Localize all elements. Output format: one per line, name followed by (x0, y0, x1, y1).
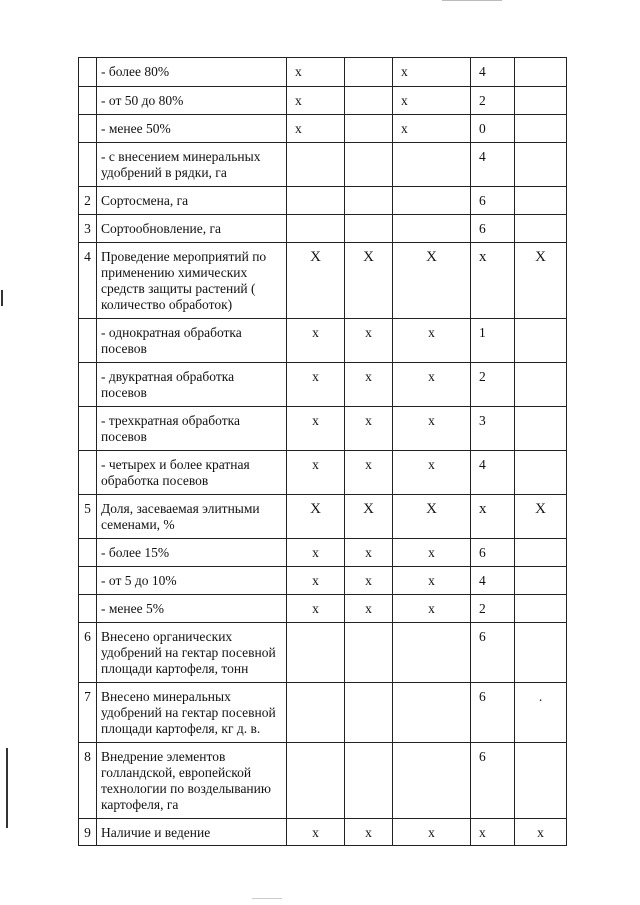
score-cell-4: 1 (471, 319, 515, 363)
row-number (79, 539, 97, 567)
score-cell-1: х (287, 567, 345, 595)
score-cell-2 (345, 115, 393, 143)
score-cell-2: х (345, 819, 393, 846)
score-cell-2 (345, 87, 393, 115)
score-cell-5 (515, 539, 567, 567)
score-cell-5 (515, 567, 567, 595)
score-cell-1: х (287, 87, 345, 115)
score-cell-3: х (393, 115, 471, 143)
score-cell-5: Х (515, 243, 567, 319)
row-number: 2 (79, 187, 97, 215)
table-row (79, 243, 567, 319)
score-cell-2: х (345, 363, 393, 407)
top-scan-mark (442, 0, 502, 4)
score-cell-3: х (393, 567, 471, 595)
score-cell-1: х (287, 451, 345, 495)
left-scan-line (6, 748, 8, 828)
score-cell-3: х (393, 319, 471, 363)
row-number: 9 (79, 819, 97, 846)
score-cell-5 (515, 215, 567, 243)
score-cell-3: х (393, 819, 471, 846)
row-label: - четырех и более кратная обработка посевов (97, 451, 287, 495)
table-row (79, 87, 567, 115)
row-label: - с внесением минеральных удобрений в рядки, га (97, 143, 287, 187)
score-cell-1: х (287, 115, 345, 143)
score-cell-4: 6 (471, 623, 515, 683)
score-cell-5 (515, 743, 567, 819)
score-cell-3: х (393, 539, 471, 567)
score-cell-1 (287, 143, 345, 187)
score-cell-3 (393, 187, 471, 215)
score-cell-3 (393, 623, 471, 683)
score-cell-2: х (345, 539, 393, 567)
row-label: Проведение мероприятий по применению химических средств защиты растений ( количество обработок) (97, 243, 287, 319)
row-number (79, 87, 97, 115)
row-label: - трехкратная обработка посевов (97, 407, 287, 451)
row-number: 8 (79, 743, 97, 819)
score-cell-5 (515, 363, 567, 407)
score-cell-3: х (393, 407, 471, 451)
score-cell-1 (287, 683, 345, 743)
row-label: - менее 5% (97, 595, 287, 623)
row-label: Внесено минеральных удобрений на гектар посевной площади картофеля, кг д. в. (97, 683, 287, 743)
row-number: 6 (79, 623, 97, 683)
score-cell-4: 4 (471, 143, 515, 187)
table-row (79, 215, 567, 243)
table-row (79, 187, 567, 215)
score-cell-2 (345, 215, 393, 243)
score-cell-2: х (345, 319, 393, 363)
table-row (79, 819, 567, 846)
score-cell-3: х (393, 58, 471, 87)
score-cell-5 (515, 407, 567, 451)
score-cell-1: х (287, 539, 345, 567)
row-label: Доля, засеваемая элитными семенами, % (97, 495, 287, 539)
score-cell-3: х (393, 87, 471, 115)
table-row (79, 595, 567, 623)
score-cell-5: . (515, 683, 567, 743)
score-cell-5: Х (515, 495, 567, 539)
score-cell-5 (515, 187, 567, 215)
row-label: - более 15% (97, 539, 287, 567)
table-row (79, 363, 567, 407)
score-cell-4: х (471, 243, 515, 319)
score-cell-5 (515, 451, 567, 495)
score-cell-5: х (515, 819, 567, 846)
score-cell-2 (345, 743, 393, 819)
table-row (79, 743, 567, 819)
score-cell-5 (515, 319, 567, 363)
score-cell-4: 6 (471, 743, 515, 819)
score-cell-1 (287, 187, 345, 215)
row-label: - менее 50% (97, 115, 287, 143)
score-cell-3: х (393, 451, 471, 495)
row-number (79, 363, 97, 407)
row-number (79, 407, 97, 451)
table-row (79, 623, 567, 683)
score-cell-1: х (287, 595, 345, 623)
score-cell-3 (393, 743, 471, 819)
score-cell-1 (287, 623, 345, 683)
row-number: 7 (79, 683, 97, 743)
row-label: - однократная обработка посевов (97, 319, 287, 363)
table-row (79, 683, 567, 743)
row-number (79, 567, 97, 595)
score-cell-2 (345, 187, 393, 215)
score-cell-4: 2 (471, 363, 515, 407)
row-number (79, 143, 97, 187)
score-cell-4: 4 (471, 567, 515, 595)
row-number (79, 58, 97, 87)
score-cell-5 (515, 623, 567, 683)
score-cell-3 (393, 683, 471, 743)
score-cell-1: х (287, 319, 345, 363)
score-cell-4: 6 (471, 187, 515, 215)
score-cell-5 (515, 595, 567, 623)
row-label: - от 50 до 80% (97, 87, 287, 115)
score-cell-2: х (345, 595, 393, 623)
score-cell-4: 0 (471, 115, 515, 143)
score-cell-2: х (345, 451, 393, 495)
score-cell-3: Х (393, 243, 471, 319)
row-number (79, 115, 97, 143)
score-cell-3 (393, 215, 471, 243)
score-cell-2 (345, 683, 393, 743)
score-cell-1 (287, 215, 345, 243)
table-row (79, 495, 567, 539)
row-label: - от 5 до 10% (97, 567, 287, 595)
score-cell-4: 6 (471, 539, 515, 567)
score-cell-1 (287, 743, 345, 819)
score-cell-5 (515, 58, 567, 87)
table-row (79, 539, 567, 567)
table-row (79, 407, 567, 451)
table-row (79, 319, 567, 363)
score-cell-2: Х (345, 495, 393, 539)
table-row (79, 115, 567, 143)
score-cell-1: х (287, 363, 345, 407)
score-cell-2: х (345, 567, 393, 595)
score-cell-4: 4 (471, 58, 515, 87)
score-cell-3: х (393, 595, 471, 623)
row-number: 4 (79, 243, 97, 319)
left-scan-mark (1, 290, 3, 306)
row-number (79, 595, 97, 623)
score-cell-2 (345, 623, 393, 683)
row-label: Внесено органических удобрений на гектар посевной площади картофеля, тонн (97, 623, 287, 683)
table-row (79, 143, 567, 187)
table-row (79, 451, 567, 495)
score-cell-4: х (471, 495, 515, 539)
row-label: - двукратная обработка посевов (97, 363, 287, 407)
row-label: Внедрение элементов голландской, европейской технологии по возделыванию картофеля, га (97, 743, 287, 819)
score-cell-1: Х (287, 243, 345, 319)
row-number: 5 (79, 495, 97, 539)
score-cell-4: 4 (471, 451, 515, 495)
row-label: Сортообновление, га (97, 215, 287, 243)
score-cell-2 (345, 58, 393, 87)
score-cell-5 (515, 87, 567, 115)
criteria-table (78, 57, 567, 846)
score-cell-1: х (287, 407, 345, 451)
row-number (79, 319, 97, 363)
score-cell-3 (393, 143, 471, 187)
score-cell-4: 2 (471, 595, 515, 623)
row-label: Сортосмена, га (97, 187, 287, 215)
score-cell-2: Х (345, 243, 393, 319)
score-cell-3: Х (393, 495, 471, 539)
score-cell-1: Х (287, 495, 345, 539)
score-cell-1: х (287, 819, 345, 846)
score-cell-4: х (471, 819, 515, 846)
score-cell-2: х (345, 407, 393, 451)
score-cell-4: 6 (471, 215, 515, 243)
score-cell-4: 2 (471, 87, 515, 115)
score-cell-5 (515, 143, 567, 187)
score-cell-4: 3 (471, 407, 515, 451)
score-cell-3: х (393, 363, 471, 407)
score-cell-4: 6 (471, 683, 515, 743)
score-cell-5 (515, 115, 567, 143)
score-cell-1: х (287, 58, 345, 87)
table-row (79, 567, 567, 595)
row-label: - более 80% (97, 58, 287, 87)
row-label: Наличие и ведение (97, 819, 287, 846)
row-number: 3 (79, 215, 97, 243)
row-number (79, 451, 97, 495)
table-row (79, 58, 567, 87)
score-cell-2 (345, 143, 393, 187)
